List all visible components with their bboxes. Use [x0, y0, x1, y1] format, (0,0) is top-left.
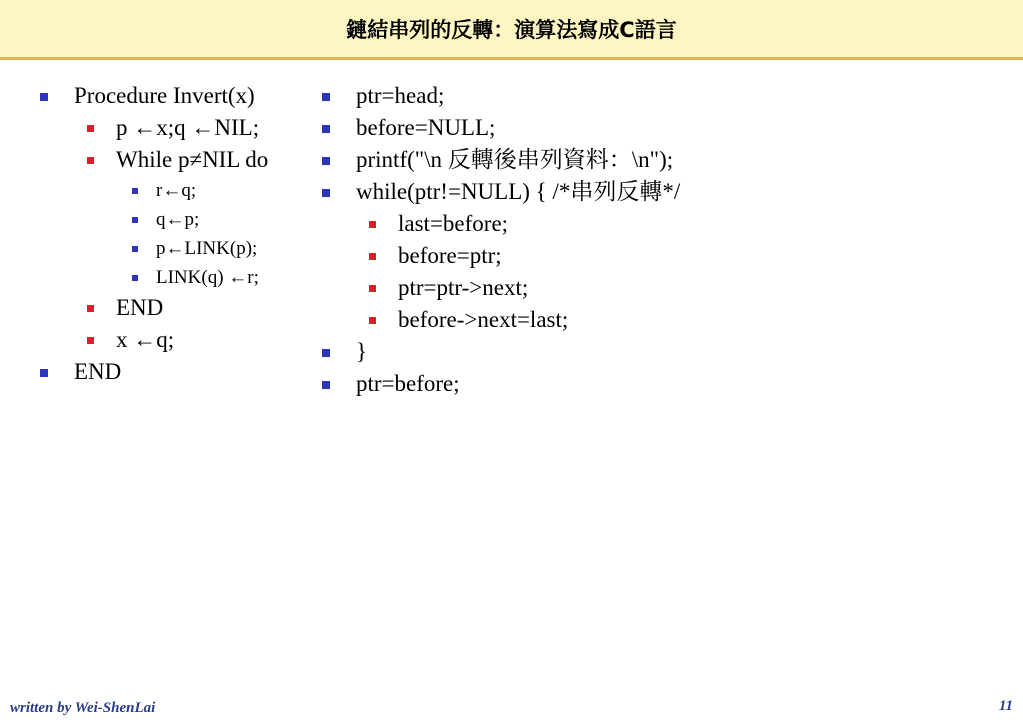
list-item — [32, 356, 268, 388]
square-bullet-icon — [322, 157, 330, 165]
square-bullet-icon — [87, 337, 94, 344]
list-item — [314, 368, 680, 400]
square-bullet-icon — [369, 285, 376, 292]
square-bullet-icon — [132, 275, 138, 281]
list-item-text: END — [116, 295, 164, 320]
square-bullet-icon — [87, 305, 94, 312]
list-item — [32, 234, 268, 263]
page-number: 11 — [998, 698, 1013, 714]
list-item-text: ptr=ptr->next; — [398, 275, 529, 300]
footer-author: written by Wei-ShenLai — [10, 700, 156, 716]
list-item-text: p ←x;q ←NIL; — [116, 115, 260, 140]
list-item — [314, 336, 680, 368]
square-bullet-icon — [40, 93, 48, 101]
square-bullet-icon — [369, 317, 376, 324]
list-item-text: before->next=last; — [398, 307, 569, 332]
list-item — [32, 263, 268, 292]
list-item — [32, 205, 268, 234]
list-item-text: while(ptr!=NULL) { /*串列反轉*/ — [356, 179, 681, 204]
square-bullet-icon — [40, 369, 48, 377]
list-item — [32, 112, 268, 144]
list-item-text: END — [74, 359, 122, 384]
right-column-c-code — [314, 80, 680, 400]
list-item-text: r←q; — [156, 180, 197, 201]
list-item-text: Procedure Invert(x) — [74, 83, 255, 108]
square-bullet-icon — [87, 157, 94, 164]
list-item-text: p←LINK(p); — [156, 238, 258, 259]
list-item — [314, 208, 680, 240]
list-item — [32, 144, 268, 176]
title-bar — [0, 0, 1023, 60]
slide-title: 鏈結串列的反轉：演算法寫成C語言 — [346, 17, 677, 42]
square-bullet-icon — [132, 217, 138, 223]
square-bullet-icon — [132, 246, 138, 252]
list-item-text: ptr=head; — [356, 83, 445, 108]
list-item — [314, 144, 680, 176]
list-item — [314, 240, 680, 272]
list-item — [314, 272, 680, 304]
square-bullet-icon — [322, 93, 330, 101]
square-bullet-icon — [322, 381, 330, 389]
list-item — [32, 292, 268, 324]
square-bullet-icon — [132, 188, 138, 194]
square-bullet-icon — [322, 189, 330, 197]
left-column-algorithm — [32, 80, 268, 388]
list-item-text: last=before; — [398, 211, 509, 236]
list-item-text: q←p; — [156, 209, 200, 230]
list-item-text: } — [356, 339, 368, 364]
list-item — [314, 304, 680, 336]
list-item — [32, 80, 268, 112]
list-item-text: ptr=before; — [356, 371, 460, 396]
list-item-text: x ←q; — [116, 327, 175, 352]
list-item-text: LINK(q) ←r; — [156, 267, 259, 288]
list-item — [32, 176, 268, 205]
square-bullet-icon — [322, 125, 330, 133]
list-item-text: before=ptr; — [398, 243, 502, 268]
square-bullet-icon — [369, 253, 376, 260]
list-item — [314, 112, 680, 144]
list-item-text: While p≠NIL do — [116, 147, 269, 172]
list-item-text: before=NULL; — [356, 115, 496, 140]
square-bullet-icon — [322, 349, 330, 357]
square-bullet-icon — [87, 125, 94, 132]
list-item — [32, 324, 268, 356]
list-item — [314, 176, 680, 208]
list-item — [314, 80, 680, 112]
square-bullet-icon — [369, 221, 376, 228]
list-item-text: printf("\n 反轉後串列資料：\n"); — [356, 147, 674, 172]
